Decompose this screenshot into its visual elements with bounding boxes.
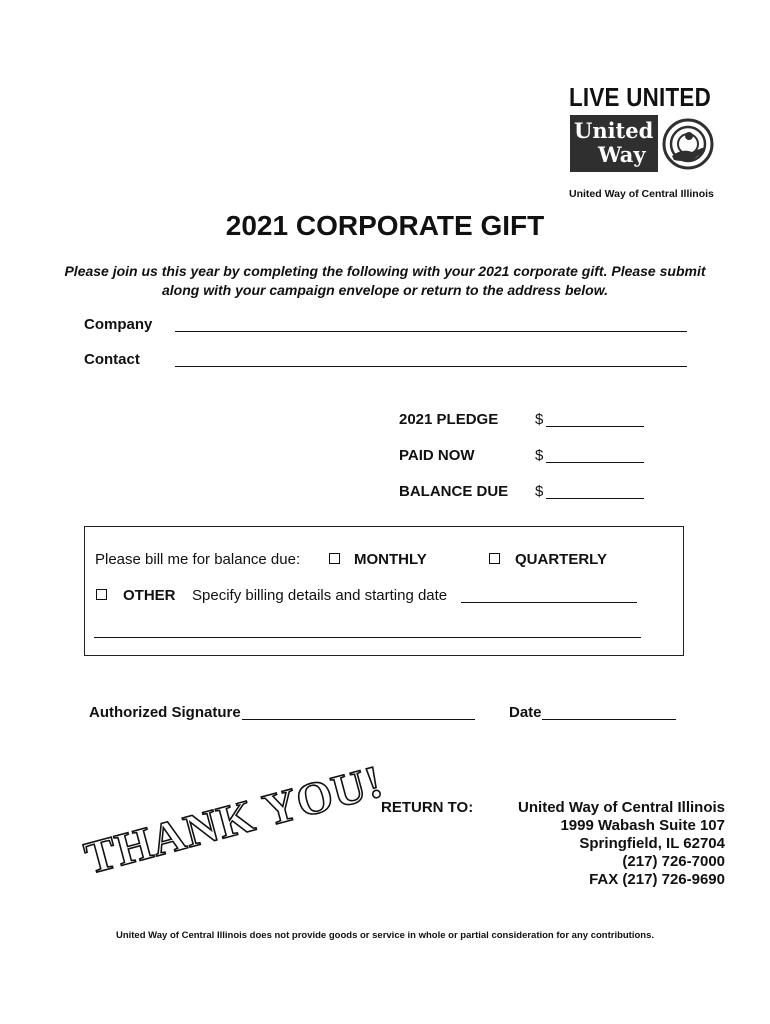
logo-word-way: Way [598,142,646,167]
paid-now-label: PAID NOW [399,447,475,464]
company-field[interactable] [175,331,687,332]
pledge-amount-field[interactable] [546,426,644,427]
billing-options-box [84,526,684,656]
quarterly-label: QUARTERLY [515,551,607,568]
return-org-name: United Way of Central Illinois [518,799,725,816]
specify-billing-text: Specify billing details and starting date [192,587,448,604]
pledge-currency: $ [535,411,544,428]
contact-label: Contact [84,351,140,368]
quarterly-checkbox[interactable] [489,553,500,564]
thank-you-text: THANK YOU! [79,755,389,884]
billing-prompt: Please bill me for balance due: [95,551,301,568]
return-address [518,799,725,889]
return-phone: (217) 726-7000 [622,853,725,870]
live-united-tagline: LIVE UNITED [569,82,711,112]
intro-text: Please join us this year by completing the following with your 2021 corporate gift. Please submit along with your campaign envelope or return to the address below. [64,263,706,298]
authorized-signature-label: Authorized Signature [89,704,241,721]
united-way-hand-icon [662,118,714,170]
return-to-label: RETURN TO: [381,799,474,816]
footer-disclaimer: United Way of Central Illinois does not provide goods or service in whole or partial consideration for any contributions. [115,930,655,941]
thank-you-graphic [79,755,389,888]
paid-now-currency: $ [535,447,544,464]
balance-due-label: BALANCE DUE [399,483,509,500]
date-label: Date [509,704,542,721]
billing-details-field-2[interactable] [94,637,641,638]
united-way-logo [570,115,718,172]
balance-due-amount-field[interactable] [546,498,644,499]
monthly-label: MONTHLY [354,551,427,568]
other-label: OTHER [123,587,176,604]
monthly-checkbox[interactable] [329,553,340,564]
authorized-signature-field[interactable] [242,719,475,720]
contact-field[interactable] [175,366,687,367]
return-fax: FAX (217) 726-9690 [589,871,725,888]
logo-word-united: United [574,118,654,143]
billing-details-field[interactable] [461,602,637,603]
return-street: 1999 Wabash Suite 107 [560,817,725,834]
pledge-label: 2021 PLEDGE [399,411,499,428]
organization-name: United Way of Central Illinois [569,188,714,200]
balance-due-currency: $ [535,483,544,500]
paid-now-amount-field[interactable] [546,462,644,463]
date-field[interactable] [542,719,676,720]
return-city: Springfield, IL 62704 [579,835,725,852]
page-title: 2021 CORPORATE GIFT [225,210,545,241]
other-checkbox[interactable] [96,589,107,600]
company-label: Company [84,316,153,333]
